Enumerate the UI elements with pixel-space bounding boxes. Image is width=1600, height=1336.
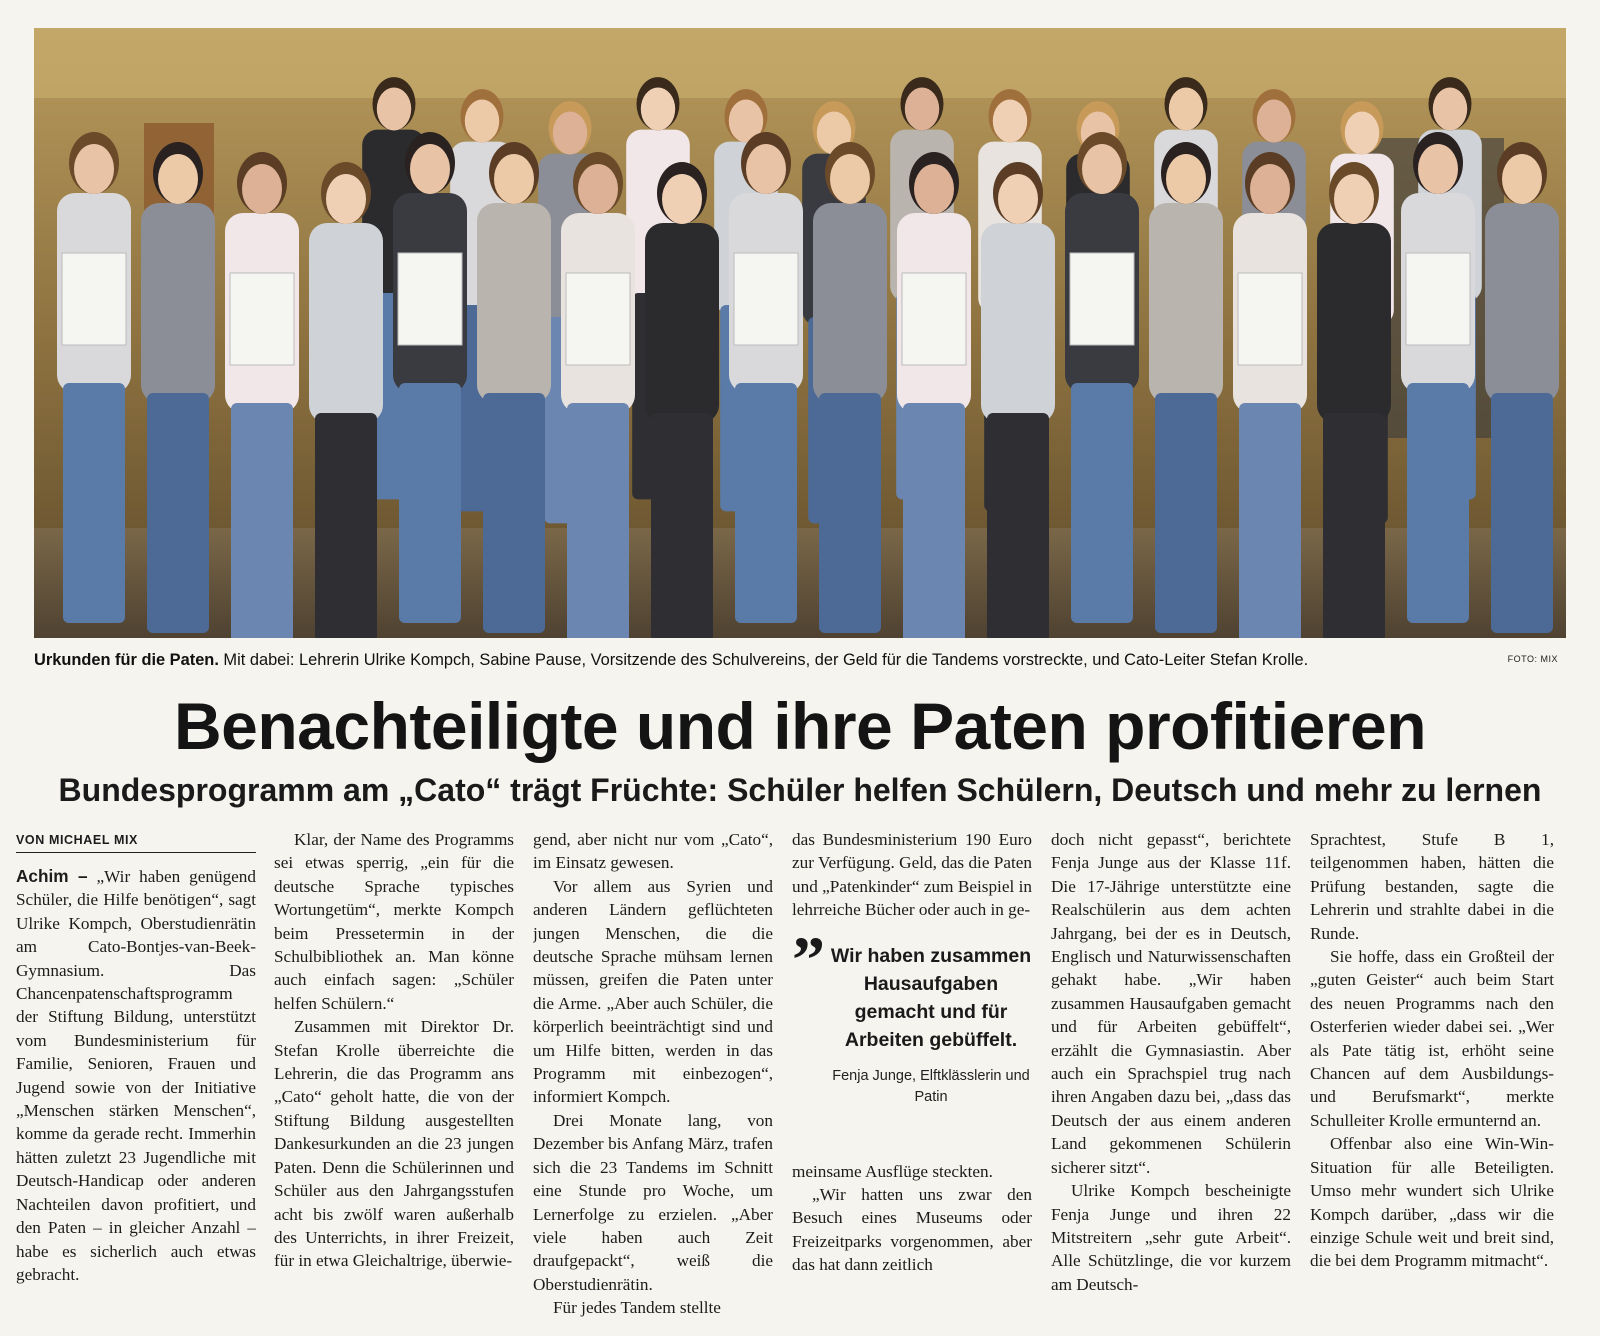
person-figure xyxy=(561,152,635,638)
person-figure xyxy=(1401,132,1475,623)
paragraph: Vor allem aus Syrien und anderen Ländern geflüchteten jungen Menschen, die die deutsche Sprache mühsam lernen müssen, greifen die Paten unter die Arme. „Aber auch Schüler, die körperlich beeinträchtigt sind und um Hilfe bitten, werden in das Programm mit einbezogen“, informiert Kompch. xyxy=(533,876,773,1107)
article-column-1 xyxy=(16,828,256,1328)
person-figure xyxy=(1149,142,1223,633)
paragraph: „Wir hatten uns zwar den Besuch eines Museums oder Freizeitparks vorgenommen, aber das hat dann zeitlich xyxy=(792,1185,1032,1275)
quote-mark-icon: ” xyxy=(792,923,825,997)
person-figure xyxy=(1065,132,1139,623)
headline: Benachteiligte und ihre Paten profitieren xyxy=(173,689,1427,763)
person-figure xyxy=(57,132,131,623)
certificate-paper xyxy=(1238,273,1302,365)
person-figure xyxy=(813,142,887,633)
photo-caption xyxy=(34,648,1566,672)
article-column-3 xyxy=(533,828,773,1328)
pull-quote-text: Wir haben zusammen Hausaufgaben gemacht und für Arbeiten gebüffelt. xyxy=(830,944,1032,1051)
photo-credit: FOTO: MIX xyxy=(1507,654,1558,664)
dateline: Achim – xyxy=(16,866,88,886)
article-column-5 xyxy=(1051,828,1291,1328)
article-column-4 xyxy=(792,828,1032,1328)
person-figure xyxy=(729,132,803,623)
paragraph: doch nicht gepasst“, berichtete Fenja Junge aus der Klasse 11f. Die 17-Jährige unterstützte eine Realschülerin aus dem achten Jahrgang, bei der es in Deutsch, Englisch und Naturwissenschaften gehakt habe. „Wir haben zusammen Hausaufgaben gemacht und für Arbeiten gebüffelt“, erzählt die Gymnasiastin. Aber auch ein Sprachspiel trug nach ihren Angaben dazu bei, „dass das Deutsch der aus einem anderen Land gekommenen Schülerin sicherer sitzt“. xyxy=(1051,830,1291,1177)
paragraph: Sprachtest, Stufe B 1, teilgenommen haben, hätten die Prüfung bestanden, sagte die Lehrerin und strahlte dabei in die Runde. xyxy=(1310,830,1554,943)
certificate-paper xyxy=(902,273,966,365)
certificate-paper xyxy=(62,253,126,345)
person-figure xyxy=(1485,142,1559,633)
article-column-2 xyxy=(274,828,514,1328)
pull-quote xyxy=(792,923,1032,1132)
caption-text: Mit dabei: Lehrerin Ulrike Kompch, Sabine Pause, Vorsitzende des Schulvereins, der Geld für die Tandems vorstreckte, und Cato-Leiter Stefan Krolle. xyxy=(218,651,1309,669)
group-photo-illustration xyxy=(34,28,1566,638)
certificate-paper xyxy=(566,273,630,365)
article-column-6 xyxy=(1310,828,1554,1328)
person-figure xyxy=(225,152,299,638)
paragraph: Offenbar also eine Win-Win-Situation für alle Beteiligten. Umso mehr wundert sich Ulrike Kompch darüber, „dass wir die einzige Schule weit und breit sind, die bei dem Programm mitmacht“. xyxy=(1310,1134,1554,1271)
person-figure xyxy=(645,162,719,638)
certificate-paper xyxy=(734,253,798,345)
person-figure xyxy=(1233,152,1307,638)
subheadline: Bundesprogramm am „Cato“ trägt Früchte: Schüler helfen Schülern, Deutsch und mehr zu lernen xyxy=(58,772,1542,808)
pull-quote-author: Fenja Junge, Elftklässlerin und Patin xyxy=(832,1067,1030,1105)
person-figure xyxy=(1317,162,1391,638)
certificate-paper xyxy=(1406,253,1470,345)
paragraph-text: „Wir haben genügend Schüler, die Hilfe benötigen“, sagt Ulrike Kompch, Oberstudienrätin am Cato-Bontjes-van-Beek-Gymnasium. Das Chancenpatenschaftsprogramm der Stiftung Bildung, unterstützt vom Bundesministerium für Familie, Senioren, Frauen und Jugend sowie von der Initiative „Menschen stärken Menschen“, komme da gerade recht. Immerhin hätten zuletzt 23 Jugendliche mit Deutsch-Handicap oder anderen Nachteilen davon profitiert, und den Paten – in gleicher Anzahl – habe es sicherlich auch etwas gebracht. xyxy=(16,867,256,1284)
paragraph: Ulrike Kompch bescheinigte Fenja Junge und ihren 22 Mitstreitern „sehr gute Arbeit“. Alle Schützlinge, die vor kurzem am Deutsch- xyxy=(1051,1181,1291,1294)
person-figure xyxy=(141,142,215,633)
paragraph: Sie hoffe, dass ein Großteil der „guten Geister“ auch beim Start des neuen Programms nach den Osterferien wieder dabei sei. „Wer als Pate tätig ist, erhöht seine Chancen auf dem Ausbildungs- und Berufsmarkt“, merkte Schulleiter Krolle ermunternd an. xyxy=(1310,947,1554,1130)
paragraph: Klar, der Name des Programms sei etwas sperrig, „ein für die deutsche Sprache typisches Wortungetüm“, merkte Kompch beim Pressetermin in der Schulbibliothek an. Man könne auch einfach sagen: „Schüler helfen Schülern.“ xyxy=(274,830,514,1013)
paragraph: das Bundesministerium 190 Euro zur Verfügung. Geld, das die Paten und „Patenkinder“ zum Beispiel in lehrreiche Bücher oder auch in ge- xyxy=(792,830,1032,920)
article-photo xyxy=(34,28,1566,638)
paragraph: Zusammen mit Direktor Dr. Stefan Krolle überreichte die Lehrerin, die das Programm ans „Cato“ geholt hatte, die von der Stiftung Bildung ausgestellten Dankesurkunden an die 23 jungen Paten. Denn die Schülerinnen und Schüler aus den Jahrgangsstufen acht bis zwölf waren außerhalb des Unterrichts, in ihrer Freizeit, für in etwa Gleichaltrige, überwie- xyxy=(274,1017,514,1271)
person-figure xyxy=(393,132,467,623)
certificate-paper xyxy=(398,253,462,345)
person-figure xyxy=(897,152,971,638)
person-figure xyxy=(477,142,551,633)
caption-lead: Urkunden für die Paten. xyxy=(34,651,219,669)
person-figure xyxy=(309,162,383,638)
paragraph: gend, aber nicht nur vom „Cato“, im Einsatz gewesen. xyxy=(533,830,773,873)
paragraph xyxy=(16,865,256,1286)
paragraph: Drei Monate lang, von Dezember bis Anfang März, trafen sich die 23 Tandems im Schnitt eine Stunde pro Woche, um Lernerfolge zu erzielen. „Aber viele haben auch Zeit draufgepackt“, weiß die Oberstudienrätin. xyxy=(533,1110,773,1294)
person-figure xyxy=(981,162,1055,638)
certificate-paper xyxy=(230,273,294,365)
byline: VON MICHAEL MIX xyxy=(16,828,256,853)
paragraph: meinsame Ausflüge steckten. xyxy=(792,1161,993,1181)
certificate-paper xyxy=(1070,253,1134,345)
paragraph: Für jedes Tandem stellte xyxy=(553,1298,721,1318)
